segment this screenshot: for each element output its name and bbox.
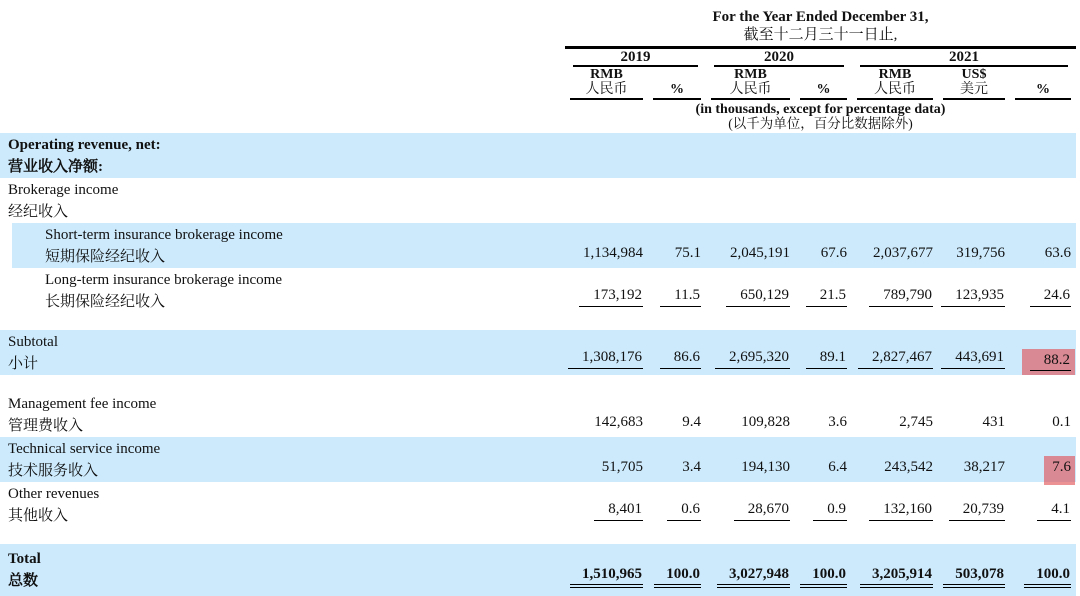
value: 24.6 — [1030, 287, 1071, 307]
value-cell — [648, 223, 706, 268]
value: 132,160 — [869, 501, 933, 521]
value-cell — [795, 544, 852, 596]
value: 123,935 — [941, 287, 1005, 307]
value-cell — [565, 330, 648, 375]
column-header-row — [0, 67, 1076, 100]
value-cell — [795, 437, 852, 482]
value-cell — [1010, 133, 1076, 178]
table-row — [0, 544, 1076, 596]
value: 3,205,914 — [860, 566, 933, 588]
col-header-2021-pct: % — [1015, 67, 1071, 100]
value: 100.0 — [800, 566, 847, 588]
row-label-zh: 总数 — [8, 573, 39, 589]
value-cell — [1010, 178, 1076, 223]
value-cell — [795, 268, 852, 313]
value: 7.6 — [1052, 459, 1071, 475]
units-note-zh: (以千为单位，百分比数据除外) — [728, 116, 913, 131]
value: 789,790 — [869, 287, 933, 307]
row-label — [0, 178, 565, 223]
value-cell — [795, 392, 852, 437]
col-header-2020-rmb: RMB 人民币 — [711, 67, 790, 100]
col-header-2019-pct: % — [653, 67, 701, 100]
value-cell — [706, 437, 795, 482]
value-cell — [795, 223, 852, 268]
value-cell — [1010, 544, 1076, 596]
value-cell — [1010, 330, 1076, 375]
year-header-2020: 2020 — [714, 49, 844, 67]
value-cell — [565, 268, 648, 313]
table-row — [0, 482, 1076, 527]
value: 443,691 — [941, 349, 1005, 369]
year-header-2019: 2019 — [573, 49, 698, 67]
value: 9.4 — [682, 414, 701, 430]
table-body — [0, 133, 1080, 596]
value: 243,542 — [884, 459, 933, 475]
table-row — [0, 133, 1076, 178]
value: 0.9 — [813, 501, 847, 521]
value-cell — [938, 178, 1010, 223]
value-cell — [852, 544, 938, 596]
table-row — [0, 178, 1076, 223]
value-cell — [1010, 392, 1076, 437]
value: 431 — [982, 414, 1005, 430]
value: 1,308,176 — [568, 349, 643, 369]
row-label-zh: 其他收入 — [8, 507, 69, 524]
period-title-en: For the Year Ended December 31, — [712, 9, 929, 25]
value-cell — [648, 392, 706, 437]
row-label-en: Technical service income — [8, 440, 161, 457]
table-row — [0, 437, 1076, 482]
row-label — [0, 482, 565, 527]
value: 503,078 — [943, 566, 1005, 588]
value: 11.5 — [660, 287, 701, 307]
value-cell — [706, 544, 795, 596]
table-row — [0, 223, 1076, 268]
row-label-en: Management fee income — [8, 395, 157, 412]
value: 67.6 — [820, 245, 847, 261]
units-note-en: (in thousands, except for percentage data) — [695, 102, 946, 117]
value: 2,827,467 — [858, 349, 933, 369]
value: 319,756 — [956, 245, 1005, 261]
value-cell — [706, 133, 795, 178]
annotation-highlight — [1022, 349, 1075, 378]
row-label-zh: 技术服务收入 — [8, 462, 99, 479]
value: 100.0 — [654, 566, 701, 588]
value-cell — [852, 178, 938, 223]
value: 2,045,191 — [730, 245, 790, 261]
value: 63.6 — [1044, 245, 1071, 261]
value: 51,705 — [601, 459, 643, 475]
period-title — [565, 0, 1076, 49]
value: 142,683 — [594, 414, 643, 430]
row-label-zh: 经纪收入 — [8, 203, 69, 220]
annotation-highlight — [1044, 456, 1075, 485]
row-label — [0, 437, 565, 482]
value-cell — [648, 482, 706, 527]
value: 2,695,320 — [715, 349, 790, 369]
row-label — [0, 330, 565, 375]
row-label-zh: 长期保险经纪收入 — [45, 293, 166, 310]
value: 3.4 — [682, 459, 701, 475]
row-label-en: Long-term insurance brokerage income — [45, 271, 282, 288]
value: 4.1 — [1037, 501, 1071, 521]
row-label-en: Other revenues — [8, 485, 100, 502]
value-cell — [565, 178, 648, 223]
value-cell — [706, 223, 795, 268]
value-cell — [938, 268, 1010, 313]
value: 1,510,965 — [570, 566, 643, 588]
value-cell — [706, 482, 795, 527]
col-header-2020-pct: % — [800, 67, 847, 100]
value-cell — [706, 268, 795, 313]
value-cell — [565, 392, 648, 437]
units-note-row — [0, 100, 1076, 131]
value-cell — [648, 544, 706, 596]
col-header-2019-rmb: RMB 人民币 — [570, 67, 643, 100]
year-header-2021: 2021 — [860, 49, 1068, 67]
value-cell — [938, 223, 1010, 268]
value: 28,670 — [734, 501, 790, 521]
row-label-en: Subtotal — [8, 333, 59, 350]
value-cell — [938, 482, 1010, 527]
value: 8,401 — [594, 501, 643, 521]
value: 75.1 — [674, 245, 701, 261]
year-header-row — [0, 49, 1076, 67]
period-title-zh: 截至十二月三十一日止, — [743, 27, 898, 43]
row-label — [0, 392, 565, 437]
value: 89.1 — [806, 349, 847, 369]
value-cell — [795, 133, 852, 178]
value-cell — [1010, 482, 1076, 527]
value-cell — [565, 482, 648, 527]
value-cell — [938, 392, 1010, 437]
row-label-zh: 小计 — [8, 355, 39, 372]
row-label — [0, 133, 565, 178]
row-label-zh: 短期保险经纪收入 — [45, 248, 166, 265]
value-cell — [648, 437, 706, 482]
value-cell — [706, 330, 795, 375]
value: 6.4 — [828, 459, 847, 475]
value-cell — [1010, 437, 1076, 482]
value-cell — [852, 330, 938, 375]
value-cell — [852, 133, 938, 178]
row-label-zh: 管理费收入 — [8, 417, 84, 434]
value: 21.5 — [806, 287, 847, 307]
value: 650,129 — [726, 287, 790, 307]
spacer-row — [0, 527, 1080, 544]
value-cell — [852, 482, 938, 527]
value-cell — [565, 133, 648, 178]
value-cell — [565, 223, 648, 268]
header-label-spacer — [0, 0, 565, 49]
value: 173,192 — [579, 287, 643, 307]
value: 3.6 — [828, 414, 847, 430]
value-cell — [852, 268, 938, 313]
value: 194,130 — [741, 459, 790, 475]
value: 20,739 — [949, 501, 1005, 521]
row-label — [0, 268, 565, 313]
table-row — [0, 392, 1076, 437]
table-header — [0, 0, 1076, 49]
value-cell — [938, 330, 1010, 375]
value-cell — [938, 437, 1010, 482]
value: 38,217 — [963, 459, 1005, 475]
col-header-2021-rmb: RMB 人民币 — [857, 67, 933, 100]
value-cell — [1010, 223, 1076, 268]
value: 0.1 — [1052, 414, 1071, 430]
value-cell — [706, 392, 795, 437]
value-cell — [1010, 268, 1076, 313]
value-cell — [795, 482, 852, 527]
value: 0.6 — [667, 501, 701, 521]
value: 109,828 — [741, 414, 790, 430]
spacer-row — [0, 375, 1080, 392]
value-cell — [795, 178, 852, 223]
value-cell — [565, 544, 648, 596]
value-cell — [706, 178, 795, 223]
row-label — [0, 544, 565, 596]
row-label-zh: 营业收入净额: — [8, 158, 103, 175]
value-cell — [648, 133, 706, 178]
col-header-2021-usd: US$ 美元 — [943, 67, 1005, 100]
row-label — [0, 223, 565, 268]
value-cell — [938, 133, 1010, 178]
value-cell — [648, 178, 706, 223]
value: 86.6 — [660, 349, 701, 369]
value: 1,134,984 — [583, 245, 643, 261]
row-label-en: Operating revenue, net: — [8, 136, 161, 153]
value: 88.2 — [1030, 352, 1071, 371]
value-cell — [852, 392, 938, 437]
value-cell — [852, 223, 938, 268]
value: 2,037,677 — [873, 245, 933, 261]
row-label-en: Short-term insurance brokerage income — [45, 226, 283, 243]
table-row — [0, 268, 1076, 313]
value-cell — [795, 330, 852, 375]
value-cell — [565, 437, 648, 482]
value: 2,745 — [899, 414, 933, 430]
value-cell — [852, 437, 938, 482]
row-label-en: Brokerage income — [8, 181, 119, 198]
value-cell — [648, 268, 706, 313]
value-cell — [938, 544, 1010, 596]
value: 100.0 — [1024, 566, 1071, 588]
value: 3,027,948 — [717, 566, 790, 588]
table-row — [0, 330, 1076, 375]
units-note — [565, 100, 1076, 131]
spacer-row — [0, 313, 1080, 330]
row-label-en: Total — [8, 551, 41, 567]
value-cell — [648, 330, 706, 375]
